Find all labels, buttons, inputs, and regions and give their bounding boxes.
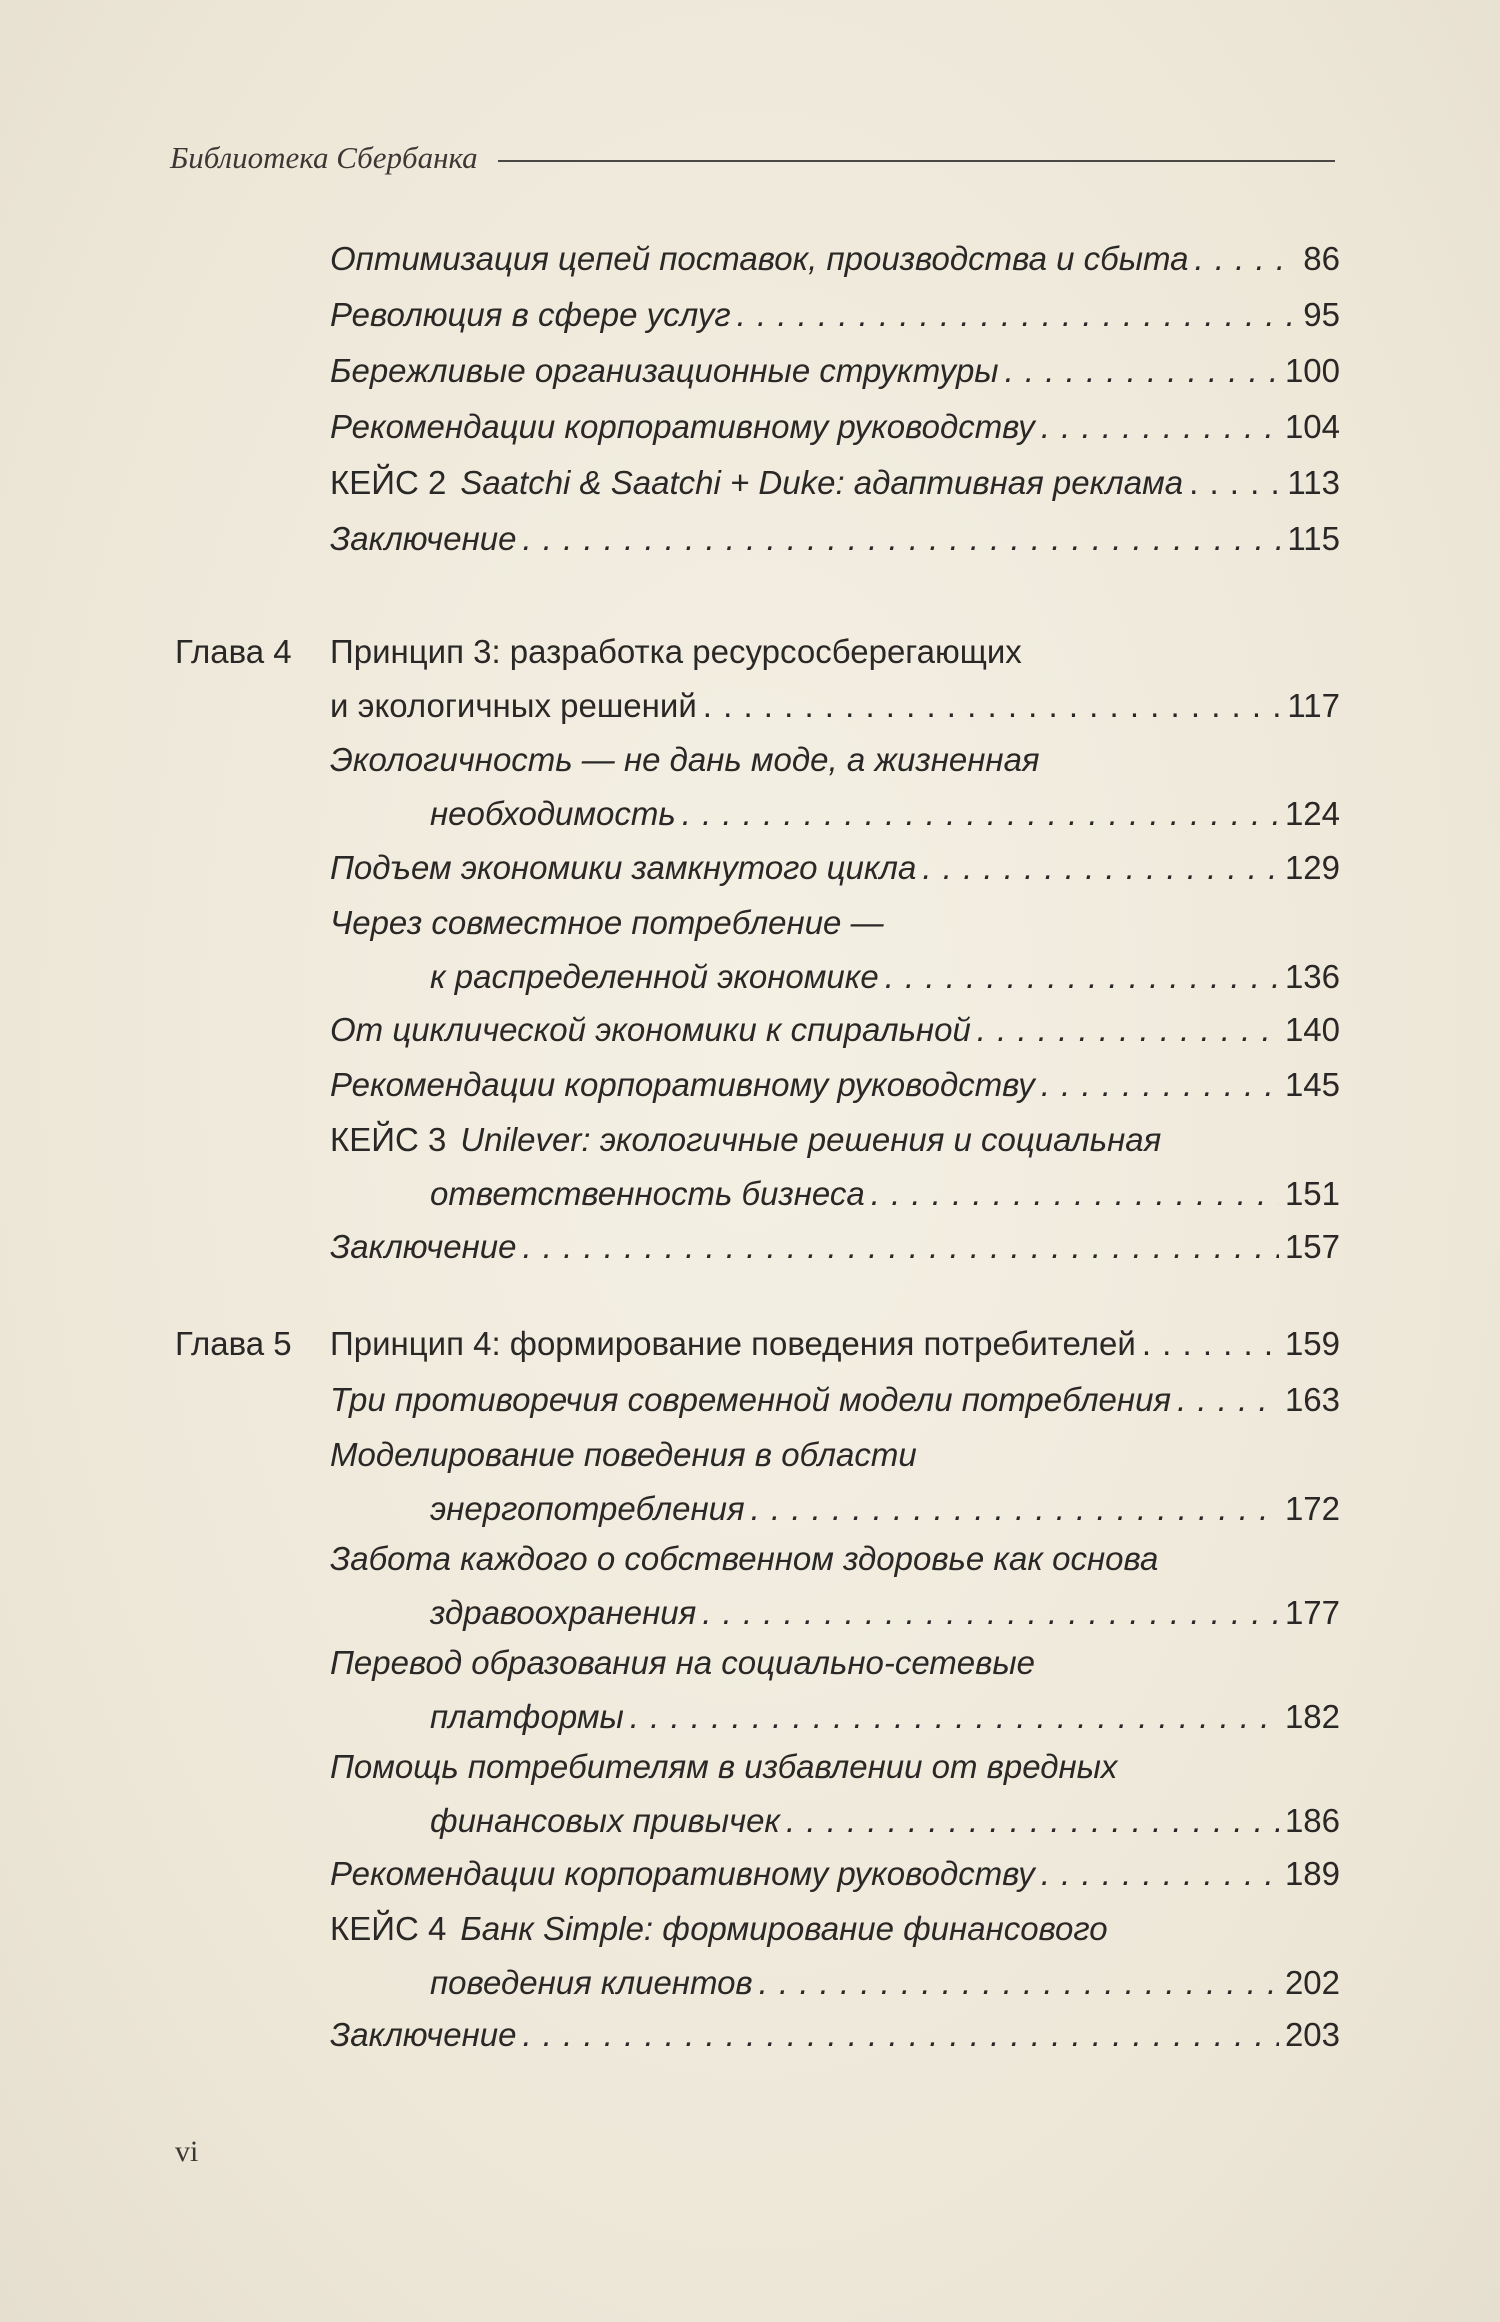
toc-case-entry[interactable] bbox=[330, 1902, 1340, 2010]
chapter-title-line1: Принцип 3: разработка ресурсосберегающих bbox=[330, 633, 1022, 670]
leader-dots bbox=[737, 288, 1298, 342]
toc-entry-text-cont: финансовых привычек bbox=[430, 1802, 781, 1839]
leader-dots bbox=[702, 1586, 1279, 1640]
toc-entry-text-cont: энергопотребления bbox=[430, 1490, 745, 1527]
toc-page-number: 177 bbox=[1284, 1594, 1340, 1631]
toc-entry-text: От циклической экономики к спиральной bbox=[330, 1011, 971, 1048]
header-title: Библиотека Сбербанка bbox=[170, 140, 478, 175]
toc-entry-text: Перевод образования на социально-сетевые bbox=[330, 1644, 1036, 1681]
toc-page-number: 140 bbox=[1284, 1011, 1340, 1048]
leader-dots bbox=[1189, 456, 1281, 510]
toc-entry-text: Революция в сфере услуг bbox=[330, 296, 731, 333]
toc-entry-text-cont: необходимость bbox=[430, 795, 676, 832]
leader-dots bbox=[786, 1794, 1279, 1848]
toc-entry[interactable] bbox=[330, 1058, 1340, 1112]
leader-dots bbox=[751, 1482, 1279, 1536]
leader-dots bbox=[703, 679, 1282, 733]
toc-page-number: 113 bbox=[1287, 464, 1340, 501]
toc-entry[interactable] bbox=[330, 400, 1340, 454]
case-label: КЕЙС 3 bbox=[330, 1121, 447, 1158]
leader-dots bbox=[759, 1956, 1279, 2010]
toc-entry-text: Забота каждого о собственном здоровье как основа bbox=[330, 1540, 1159, 1577]
toc-entry-text-cont: здравоохранения bbox=[430, 1594, 697, 1631]
chapter-label: Глава 5 bbox=[175, 1325, 292, 1362]
leader-dots bbox=[871, 1167, 1279, 1221]
toc-page-number: 189 bbox=[1284, 1855, 1340, 1892]
toc-page-number: 86 bbox=[1303, 240, 1340, 277]
toc-entry[interactable] bbox=[330, 232, 1340, 286]
toc-entry[interactable] bbox=[330, 512, 1340, 566]
toc-page-number: 104 bbox=[1284, 408, 1340, 445]
toc-entry-text: Оптимизация цепей поставок, производства и сбыта bbox=[330, 240, 1189, 277]
toc-entry-text: Рекомендации корпоративному руководству bbox=[330, 408, 1035, 445]
leader-dots bbox=[1041, 1847, 1279, 1901]
leader-dots bbox=[522, 1220, 1279, 1274]
toc-entry[interactable] bbox=[330, 1740, 1340, 1848]
toc-entry[interactable] bbox=[330, 1636, 1340, 1744]
toc-entry-text: Подъем экономики замкнутого цикла bbox=[330, 849, 917, 886]
toc-entry-text: Моделирование поведения в области bbox=[330, 1436, 917, 1473]
toc-page-number: 159 bbox=[1284, 1325, 1340, 1362]
leader-dots bbox=[682, 787, 1279, 841]
toc-entry[interactable] bbox=[330, 344, 1340, 398]
leader-dots bbox=[522, 2008, 1279, 2062]
toc-entry[interactable] bbox=[330, 841, 1340, 895]
toc-entry-text: Через совместное потребление — bbox=[330, 904, 884, 941]
leader-dots bbox=[885, 950, 1279, 1004]
toc-entry-text: Заключение bbox=[330, 520, 517, 557]
toc-page-number: 186 bbox=[1284, 1802, 1340, 1839]
toc-page-number: 124 bbox=[1284, 795, 1340, 832]
toc-entry-text: Рекомендации корпоративному руководству bbox=[330, 1066, 1035, 1103]
chapter-title-entry[interactable] bbox=[330, 625, 1340, 733]
toc-entry-text: Банк Simple: формирование финансового bbox=[460, 1910, 1108, 1947]
toc-entry-text-cont: поведения клиентов bbox=[430, 1964, 753, 2001]
case-label: КЕЙС 4 bbox=[330, 1910, 447, 1947]
toc-entry[interactable] bbox=[330, 2008, 1340, 2062]
toc-entry-text-cont: к распределенной экономике bbox=[430, 958, 879, 995]
toc-entry[interactable] bbox=[330, 1220, 1340, 1274]
toc-page-number: 203 bbox=[1284, 2016, 1340, 2053]
toc-entry-text: Заключение bbox=[330, 1228, 517, 1265]
toc-entry-text: Рекомендации корпоративному руководству bbox=[330, 1855, 1035, 1892]
toc-entry-text: Помощь потребителям в избавлении от вредных bbox=[330, 1748, 1118, 1785]
toc-page-number: 163 bbox=[1284, 1381, 1340, 1418]
toc-page-number: 157 bbox=[1284, 1228, 1340, 1265]
chapter-label: Глава 4 bbox=[175, 633, 292, 670]
toc-entry[interactable] bbox=[330, 896, 1340, 1004]
toc-entry-text: Экологичность — не дань моде, а жизненная bbox=[330, 741, 1040, 778]
chapter-title-entry[interactable] bbox=[330, 1317, 1340, 1371]
toc-page-number: 172 bbox=[1284, 1490, 1340, 1527]
toc-entry[interactable] bbox=[330, 1428, 1340, 1536]
toc-entry-text: Unilever: экологичные решения и социальная bbox=[460, 1121, 1162, 1158]
toc-entry[interactable] bbox=[330, 1373, 1340, 1427]
toc-page-number: 100 bbox=[1284, 352, 1340, 389]
toc-entry[interactable] bbox=[330, 288, 1340, 342]
toc-entry-text: Три противоречия современной модели потребления bbox=[330, 1381, 1172, 1418]
toc-page-number: 136 bbox=[1284, 958, 1340, 995]
page-number: vi bbox=[175, 2135, 199, 2168]
header-rule bbox=[498, 160, 1335, 162]
leader-dots bbox=[1195, 232, 1298, 286]
toc-page-number: 145 bbox=[1284, 1066, 1340, 1103]
toc-page-number: 202 bbox=[1284, 1964, 1340, 2001]
leader-dots bbox=[630, 1690, 1279, 1744]
leader-dots bbox=[1041, 400, 1279, 454]
toc-case-entry[interactable] bbox=[330, 1113, 1340, 1221]
toc-page-number: 151 bbox=[1284, 1175, 1340, 1212]
toc-page-number: 129 bbox=[1284, 849, 1340, 886]
toc-entry[interactable] bbox=[330, 1003, 1340, 1057]
chapter-title: Принцип 4: формирование поведения потребителей bbox=[330, 1325, 1136, 1362]
toc-entry-text-cont: платформы bbox=[430, 1698, 624, 1735]
toc-entry[interactable] bbox=[330, 1532, 1340, 1640]
toc-entry-text: Заключение bbox=[330, 2016, 517, 2053]
toc-case-entry[interactable] bbox=[330, 456, 1340, 510]
toc-page-number: 182 bbox=[1284, 1698, 1340, 1735]
toc-entry[interactable] bbox=[330, 733, 1340, 841]
leader-dots bbox=[1142, 1317, 1279, 1371]
leader-dots bbox=[1177, 1373, 1279, 1427]
leader-dots bbox=[922, 841, 1279, 895]
toc-page-number: 115 bbox=[1287, 520, 1340, 557]
chapter-title-line2: и экологичных решений bbox=[330, 687, 697, 724]
toc-entry-text-cont: ответственность бизнеса bbox=[430, 1175, 865, 1212]
toc-entry[interactable] bbox=[330, 1847, 1340, 1901]
leader-dots bbox=[1005, 344, 1279, 398]
toc-entry-text: Saatchi & Saatchi + Duke: адаптивная реклама bbox=[460, 464, 1184, 501]
running-header bbox=[170, 138, 1335, 178]
case-label: КЕЙС 2 bbox=[330, 464, 447, 501]
toc-entry-text: Бережливые организационные структуры bbox=[330, 352, 999, 389]
toc-page-number: 117 bbox=[1287, 687, 1340, 724]
leader-dots bbox=[1041, 1058, 1279, 1112]
leader-dots bbox=[977, 1003, 1279, 1057]
toc-page-number: 95 bbox=[1303, 296, 1340, 333]
leader-dots bbox=[522, 512, 1281, 566]
